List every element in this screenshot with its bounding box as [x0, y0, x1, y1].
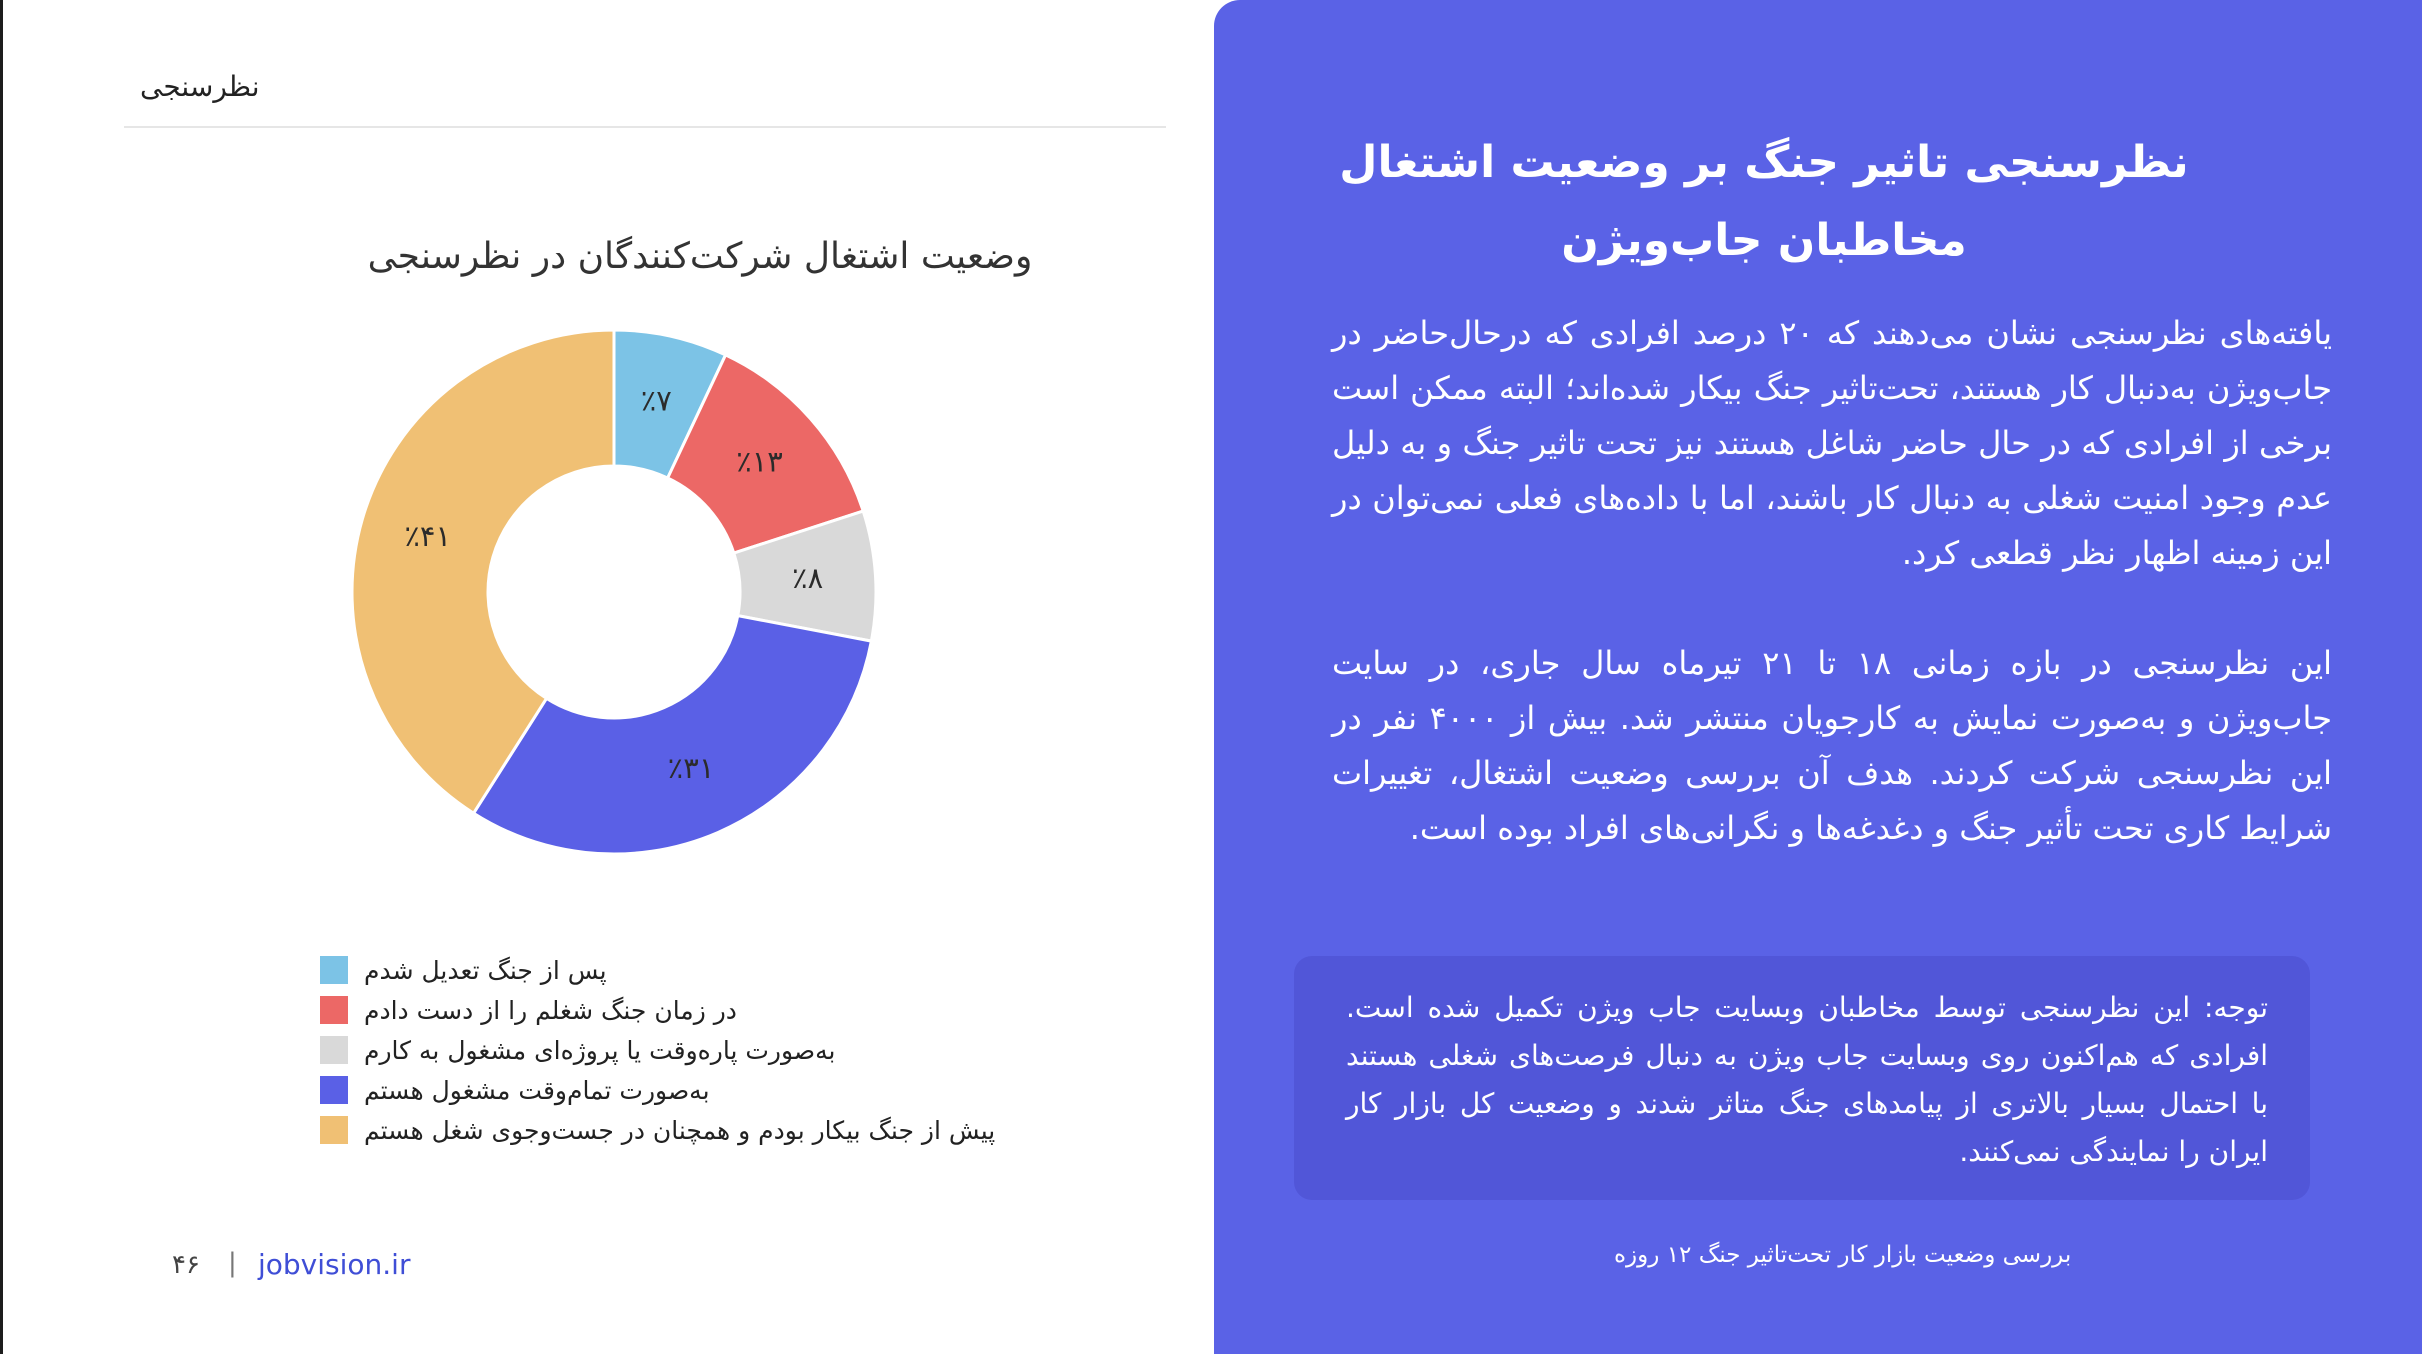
- panel-paragraph-1: یافته‌های نظرسنجی نشان می‌دهند که ۲۰ درصد افرادی که درحال‌حاضر در جاب‌ویژن به‌دنبال کار هستند، تحت‌تاثیر جنگ بیکار شده‌اند؛ البته ممکن است برخی از افرادی که در حال حاضر شاغل هستند نیز تحت تاثیر جنگ و به دلیل عدم وجود امنیت شغلی به دنبال کار باشند، اما با داده‌های فعلی نمی‌توان در این زمینه اظهار نظر قطعی کرد.: [1332, 314, 2333, 572]
- legend-swatch: [320, 1076, 348, 1104]
- legend-label: پیش از جنگ بیکار بودم و همچنان در جست‌وجوی شغل هستم: [364, 1115, 996, 1145]
- legend-item: [320, 1030, 1020, 1070]
- site-link[interactable]: jobvision.ir: [258, 1248, 411, 1281]
- footer-separator: |: [228, 1248, 237, 1278]
- slice-value-label: ٪۳۱: [667, 751, 715, 786]
- legend-label: پس از جنگ تعدیل شدم: [364, 955, 607, 985]
- slice-value-label: ٪۴۱: [404, 518, 452, 553]
- panel-title: [1314, 124, 2214, 280]
- legend-label: به‌صورت پاره‌وقت یا پروژه‌ای مشغول به کارم: [364, 1035, 836, 1065]
- legend-swatch: [320, 956, 348, 984]
- donut-slice: [474, 616, 872, 854]
- legend-item: [320, 1110, 1020, 1150]
- panel-footer-text: بررسی وضعیت بازار کار تحت‌تاثیر جنگ ۱۲ روزه: [1614, 1242, 2072, 1268]
- page-number: ۴۶: [172, 1250, 200, 1280]
- legend-swatch: [320, 1116, 348, 1144]
- chart-legend: [320, 950, 1020, 1150]
- slice-value-label: ٪۸: [792, 560, 824, 595]
- note-box: [1294, 956, 2310, 1200]
- legend-label: به‌صورت تمام‌وقت مشغول هستم: [364, 1075, 710, 1105]
- legend-swatch: [320, 1036, 348, 1064]
- legend-item: [320, 1070, 1020, 1110]
- panel-title-line1: نظرسنجی تاثیر جنگ بر وضعیت اشتغال: [1339, 137, 2189, 188]
- legend-item: [320, 950, 1020, 990]
- panel-paragraph-2: این نظرسنجی در بازه زمانی ۱۸ تا ۲۱ تیرماه سال جاری، در سایت جاب‌ویژن و به‌صورت نمایش به کارجویان منتشر شد. بیش از ۴۰۰۰ نفر در این نظرسنجی شرکت کردند. هدف آن بررسی وضعیت اشتغال، تغییرات شرایط کاری تحت تأثیر جنگ و دغدغه‌ها و نگرانی‌های افراد بوده است.: [1332, 644, 2333, 847]
- legend-swatch: [320, 996, 348, 1024]
- section-title: نظرسنجی: [140, 70, 260, 103]
- legend-item: [320, 990, 1020, 1030]
- panel-title-line2: مخاطبان جاب‌ویژن: [1561, 215, 1967, 266]
- note-text: توجه: این نظرسنجی توسط مخاطبان وبسایت جاب ویژن تکمیل شده است. افرادی که هم‌اکنون روی وبسایت جاب ویژن به دنبال فرصت‌های شغلی هستند با احتمال بسیار بالاتری از پیامدهای جنگ متاثر شدند و وضعیت کل بازار کار ایران را نمایندگی نمی‌کنند.: [1346, 991, 2268, 1168]
- donut-chart: [352, 330, 876, 854]
- legend-label: در زمان جنگ شغلم را از دست دادم: [364, 995, 737, 1025]
- info-panel: [1214, 0, 2422, 1354]
- header-divider: [124, 126, 1166, 128]
- slice-value-label: ٪۱۳: [736, 444, 783, 479]
- slice-value-label: ٪۷: [640, 383, 672, 418]
- chart-title: وضعیت اشتغال شرکت‌کنندگان در نظرسنجی: [367, 236, 1033, 277]
- page-left-border: [0, 0, 3, 1354]
